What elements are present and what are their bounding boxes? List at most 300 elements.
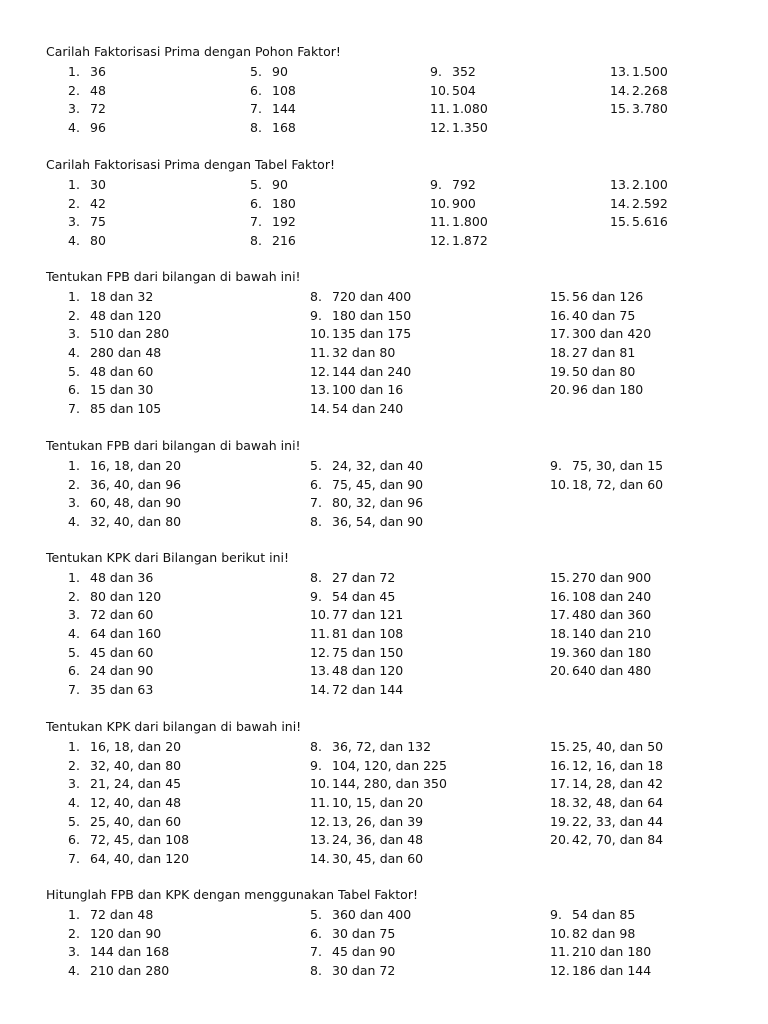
question-item <box>68 513 181 532</box>
question-column <box>550 569 651 681</box>
question-item <box>310 775 447 794</box>
question-item <box>550 962 651 981</box>
question-number: 14. <box>310 851 330 867</box>
question-number: 17. <box>550 607 570 623</box>
question-text: 135 dan 175 <box>332 326 412 342</box>
question-column <box>250 63 296 138</box>
question-item <box>68 381 169 400</box>
question-item <box>550 644 651 663</box>
question-item <box>68 325 169 344</box>
question-text: 60, 48, dan 90 <box>90 495 182 511</box>
question-number: 19. <box>550 644 570 660</box>
question-item <box>68 82 106 101</box>
question-text: 21, 24, dan 45 <box>90 776 182 792</box>
question-number: 5. <box>68 363 80 379</box>
question-item <box>310 757 447 776</box>
question-text: 12, 16, dan 18 <box>572 757 664 773</box>
question-number: 13. <box>610 177 630 192</box>
question-number: 1. <box>68 177 80 192</box>
question-text: 72 dan 60 <box>90 607 154 623</box>
question-item <box>430 176 488 195</box>
question-number: 6. <box>250 82 262 98</box>
question-number: 12. <box>310 363 330 379</box>
question-item <box>310 962 411 981</box>
question-number: 5. <box>310 907 322 922</box>
question-number: 7. <box>68 401 80 417</box>
question-text: 80 dan 120 <box>90 588 162 604</box>
question-item <box>250 82 296 101</box>
question-number: 5. <box>250 64 262 79</box>
question-number: 8. <box>310 963 322 979</box>
question-number: 12. <box>310 813 330 829</box>
question-text: 72 dan 48 <box>90 907 154 922</box>
question-text: 36, 72, dan 132 <box>332 739 432 754</box>
question-text: 75, 45, dan 90 <box>332 476 424 492</box>
question-text: 280 dan 48 <box>90 345 162 361</box>
question-number: 1. <box>68 907 80 922</box>
question-number: 3. <box>68 607 80 623</box>
question-text: 1.872 <box>452 233 488 249</box>
question-column <box>310 569 403 700</box>
question-column <box>610 63 668 119</box>
question-item <box>310 831 447 850</box>
question-item <box>310 681 403 700</box>
question-number: 9. <box>550 907 562 922</box>
question-item <box>68 100 106 119</box>
question-number: 17. <box>550 776 570 792</box>
question-item <box>550 662 651 681</box>
question-item <box>610 63 668 82</box>
question-item <box>550 906 651 925</box>
question-number: 13. <box>610 64 630 79</box>
question-text: 504 <box>452 82 476 98</box>
question-number: 18. <box>550 345 570 361</box>
question-item <box>310 606 403 625</box>
question-item <box>550 794 663 813</box>
question-item <box>68 644 161 663</box>
question-text: 120 dan 90 <box>90 925 162 941</box>
question-item <box>550 738 663 757</box>
question-number: 14. <box>610 195 630 211</box>
question-text: 54 dan 240 <box>332 401 404 417</box>
question-number: 19. <box>550 813 570 829</box>
question-number: 14. <box>310 682 330 698</box>
question-item <box>68 476 181 495</box>
question-text: 2.100 <box>632 177 668 192</box>
question-number: 15. <box>550 289 570 304</box>
question-text: 144 <box>272 101 296 117</box>
question-column <box>68 457 181 532</box>
question-text: 36 <box>90 64 106 79</box>
question-text: 900 <box>452 195 476 211</box>
question-text: 10, 15, dan 20 <box>332 795 424 811</box>
question-number: 1. <box>68 64 80 79</box>
question-text: 80, 32, dan 96 <box>332 495 424 511</box>
question-item <box>68 943 169 962</box>
question-number: 15. <box>610 101 630 117</box>
question-number: 18. <box>550 626 570 642</box>
question-number: 10. <box>310 776 330 792</box>
question-item <box>610 82 668 101</box>
question-number: 2. <box>68 588 80 604</box>
question-text: 80 <box>90 233 106 249</box>
question-number: 4. <box>68 233 80 249</box>
question-item <box>68 63 106 82</box>
question-text: 42, 70, dan 84 <box>572 832 664 848</box>
question-text: 13, 26, dan 39 <box>332 813 424 829</box>
question-column <box>68 176 106 251</box>
question-item <box>610 195 668 214</box>
question-text: 48 dan 60 <box>90 363 154 379</box>
question-text: 45 dan 90 <box>332 944 396 960</box>
question-number: 20. <box>550 382 570 398</box>
question-text: 50 dan 80 <box>572 363 636 379</box>
question-item <box>610 100 668 119</box>
question-item <box>550 588 651 607</box>
question-item <box>550 606 651 625</box>
section-title: Tentukan FPB dari bilangan di bawah ini! <box>46 269 301 284</box>
question-item <box>550 288 651 307</box>
question-text: 90 <box>272 64 288 79</box>
question-item <box>550 757 663 776</box>
question-number: 11. <box>550 944 570 960</box>
question-item <box>430 213 488 232</box>
question-item <box>310 494 423 513</box>
question-text: 30, 45, dan 60 <box>332 851 424 867</box>
question-item <box>310 850 447 869</box>
question-number: 8. <box>250 233 262 249</box>
question-item <box>310 400 411 419</box>
question-text: 54 dan 45 <box>332 588 396 604</box>
question-number: 11. <box>430 214 450 230</box>
question-column <box>310 738 447 869</box>
question-item <box>310 513 423 532</box>
question-column <box>550 738 663 850</box>
question-number: 7. <box>68 851 80 867</box>
question-text: 14, 28, dan 42 <box>572 776 664 792</box>
question-item <box>430 63 488 82</box>
question-column <box>430 63 488 138</box>
question-item <box>68 906 169 925</box>
question-item <box>430 232 488 251</box>
question-number: 10. <box>430 82 450 98</box>
question-text: 5.616 <box>632 214 668 230</box>
question-text: 140 dan 210 <box>572 626 652 642</box>
question-item <box>68 681 161 700</box>
question-number: 7. <box>310 944 322 960</box>
question-number: 3. <box>68 326 80 342</box>
question-number: 5. <box>250 177 262 192</box>
question-item <box>310 625 403 644</box>
question-text: 144 dan 240 <box>332 363 412 379</box>
question-column <box>68 288 169 419</box>
question-text: 270 dan 900 <box>572 570 652 585</box>
question-column <box>550 906 651 981</box>
question-text: 40 dan 75 <box>572 307 636 323</box>
question-item <box>68 119 106 138</box>
question-text: 510 dan 280 <box>90 326 170 342</box>
question-number: 11. <box>310 345 330 361</box>
question-text: 352 <box>452 64 476 79</box>
question-text: 360 dan 400 <box>332 907 412 922</box>
question-number: 6. <box>68 382 80 398</box>
question-text: 72, 45, dan 108 <box>90 832 190 848</box>
question-number: 11. <box>310 626 330 642</box>
question-number: 9. <box>310 588 322 604</box>
section-title: Carilah Faktorisasi Prima dengan Pohon Faktor! <box>46 44 341 59</box>
question-item <box>310 381 411 400</box>
question-text: 210 dan 280 <box>90 963 170 979</box>
question-text: 85 dan 105 <box>90 401 162 417</box>
question-text: 480 dan 360 <box>572 607 652 623</box>
question-column <box>550 457 663 494</box>
question-item <box>550 625 651 644</box>
question-text: 15 dan 30 <box>90 382 154 398</box>
question-item <box>550 925 651 944</box>
question-item <box>68 588 161 607</box>
question-number: 8. <box>310 739 322 754</box>
question-text: 36, 54, dan 90 <box>332 514 424 530</box>
question-item <box>550 307 651 326</box>
question-text: 2.268 <box>632 82 668 98</box>
question-number: 1. <box>68 289 80 304</box>
question-text: 180 <box>272 195 296 211</box>
question-number: 13. <box>310 382 330 398</box>
question-number: 2. <box>68 476 80 492</box>
question-item <box>68 344 169 363</box>
question-text: 27 dan 81 <box>572 345 636 361</box>
question-item <box>310 662 403 681</box>
question-number: 5. <box>310 458 322 473</box>
question-text: 48 dan 120 <box>332 663 404 679</box>
question-number: 6. <box>68 832 80 848</box>
question-item <box>68 569 161 588</box>
question-item <box>68 925 169 944</box>
question-item <box>430 82 488 101</box>
question-item <box>250 176 296 195</box>
question-number: 2. <box>68 82 80 98</box>
question-text: 168 <box>272 120 296 136</box>
question-number: 10. <box>550 925 570 941</box>
question-text: 18 dan 32 <box>90 289 154 304</box>
question-text: 640 dan 480 <box>572 663 652 679</box>
question-number: 6. <box>250 195 262 211</box>
question-item <box>68 962 169 981</box>
section-title: Tentukan FPB dari bilangan di bawah ini! <box>46 438 301 453</box>
question-item <box>250 63 296 82</box>
question-number: 9. <box>430 177 442 192</box>
question-item <box>550 363 651 382</box>
question-item <box>68 307 169 326</box>
question-item <box>610 176 668 195</box>
question-number: 10. <box>310 607 330 623</box>
question-number: 16. <box>550 588 570 604</box>
question-item <box>68 850 189 869</box>
question-number: 16. <box>550 757 570 773</box>
question-number: 5. <box>68 813 80 829</box>
question-item <box>250 232 296 251</box>
question-text: 24 dan 90 <box>90 663 154 679</box>
question-number: 5. <box>68 644 80 660</box>
question-number: 8. <box>310 570 322 585</box>
question-number: 4. <box>68 345 80 361</box>
question-item <box>68 213 106 232</box>
question-number: 4. <box>68 120 80 136</box>
question-text: 108 dan 240 <box>572 588 652 604</box>
question-item <box>68 363 169 382</box>
question-number: 2. <box>68 925 80 941</box>
question-column <box>68 63 106 138</box>
question-text: 18, 72, dan 60 <box>572 476 664 492</box>
question-text: 90 <box>272 177 288 192</box>
question-text: 12, 40, dan 48 <box>90 795 182 811</box>
question-text: 48 dan 120 <box>90 307 162 323</box>
question-item <box>310 476 423 495</box>
question-text: 192 <box>272 214 296 230</box>
question-item <box>310 906 411 925</box>
question-text: 45 dan 60 <box>90 644 154 660</box>
question-text: 144, 280, dan 350 <box>332 776 447 792</box>
question-item <box>430 100 488 119</box>
question-number: 8. <box>250 120 262 136</box>
question-number: 9. <box>430 64 442 79</box>
question-item <box>68 757 189 776</box>
question-item <box>68 288 169 307</box>
question-number: 7. <box>250 101 262 117</box>
question-text: 30 dan 75 <box>332 925 396 941</box>
question-text: 36, 40, dan 96 <box>90 476 182 492</box>
question-number: 6. <box>310 476 322 492</box>
question-text: 64, 40, dan 120 <box>90 851 190 867</box>
question-text: 30 <box>90 177 106 192</box>
question-text: 82 dan 98 <box>572 925 636 941</box>
question-item <box>250 195 296 214</box>
question-item <box>68 813 189 832</box>
question-item <box>310 588 403 607</box>
question-text: 720 dan 400 <box>332 289 412 304</box>
question-text: 104, 120, dan 225 <box>332 757 447 773</box>
section-title: Hitunglah FPB dan KPK dengan menggunakan Tabel Faktor! <box>46 887 418 902</box>
question-item <box>250 213 296 232</box>
question-number: 13. <box>310 663 330 679</box>
question-text: 27 dan 72 <box>332 570 396 585</box>
question-number: 4. <box>68 626 80 642</box>
question-column <box>550 288 651 400</box>
question-number: 8. <box>310 289 322 304</box>
question-number: 4. <box>68 795 80 811</box>
question-text: 22, 33, dan 44 <box>572 813 664 829</box>
question-item <box>550 381 651 400</box>
question-item <box>310 569 403 588</box>
question-item <box>430 195 488 214</box>
question-text: 3.780 <box>632 101 668 117</box>
question-text: 792 <box>452 177 476 192</box>
question-item <box>68 662 161 681</box>
question-number: 19. <box>550 363 570 379</box>
question-number: 1. <box>68 458 80 473</box>
question-item <box>550 569 651 588</box>
question-item <box>68 738 189 757</box>
question-item <box>310 325 411 344</box>
question-number: 18. <box>550 795 570 811</box>
question-text: 56 dan 126 <box>572 289 644 304</box>
question-text: 186 dan 144 <box>572 963 652 979</box>
question-text: 75 dan 150 <box>332 644 404 660</box>
question-number: 16. <box>550 307 570 323</box>
question-number: 15. <box>550 739 570 754</box>
question-text: 96 <box>90 120 106 136</box>
question-text: 48 <box>90 82 106 98</box>
question-item <box>310 288 411 307</box>
question-text: 96 dan 180 <box>572 382 644 398</box>
question-number: 14. <box>310 401 330 417</box>
question-text: 1.500 <box>632 64 668 79</box>
question-number: 20. <box>550 832 570 848</box>
question-text: 25, 40, dan 50 <box>572 739 664 754</box>
question-number: 12. <box>430 120 450 136</box>
question-text: 24, 36, dan 48 <box>332 832 424 848</box>
question-item <box>310 925 411 944</box>
question-item <box>550 344 651 363</box>
question-text: 16, 18, dan 20 <box>90 739 182 754</box>
question-column <box>310 906 411 981</box>
question-number: 9. <box>310 757 322 773</box>
question-item <box>550 476 663 495</box>
question-item <box>68 794 189 813</box>
question-text: 54 dan 85 <box>572 907 636 922</box>
question-item <box>550 457 663 476</box>
question-item <box>68 494 181 513</box>
question-text: 1.800 <box>452 214 488 230</box>
question-number: 9. <box>550 458 562 473</box>
question-column <box>68 738 189 869</box>
question-text: 75 <box>90 214 106 230</box>
question-number: 11. <box>430 101 450 117</box>
question-item <box>68 457 181 476</box>
question-text: 35 dan 63 <box>90 682 154 698</box>
question-item <box>250 119 296 138</box>
question-number: 7. <box>68 682 80 698</box>
question-text: 1.080 <box>452 101 488 117</box>
question-number: 1. <box>68 739 80 754</box>
question-number: 1. <box>68 570 80 585</box>
question-text: 100 dan 16 <box>332 382 404 398</box>
section-title: Carilah Faktorisasi Prima dengan Tabel Faktor! <box>46 157 335 172</box>
question-number: 7. <box>310 495 322 511</box>
question-item <box>68 775 189 794</box>
question-item <box>68 831 189 850</box>
question-number: 7. <box>250 214 262 230</box>
question-item <box>310 457 423 476</box>
question-number: 3. <box>68 214 80 230</box>
question-text: 2.592 <box>632 195 668 211</box>
question-text: 108 <box>272 82 296 98</box>
question-item <box>310 813 447 832</box>
question-item <box>310 738 447 757</box>
question-item <box>250 100 296 119</box>
question-number: 3. <box>68 495 80 511</box>
question-number: 8. <box>310 514 322 530</box>
question-text: 32, 40, dan 80 <box>90 514 182 530</box>
question-number: 20. <box>550 663 570 679</box>
question-column <box>68 569 161 700</box>
question-item <box>68 400 169 419</box>
question-item <box>550 813 663 832</box>
question-item <box>310 344 411 363</box>
question-text: 300 dan 420 <box>572 326 652 342</box>
question-number: 12. <box>310 644 330 660</box>
question-text: 24, 32, dan 40 <box>332 458 424 473</box>
